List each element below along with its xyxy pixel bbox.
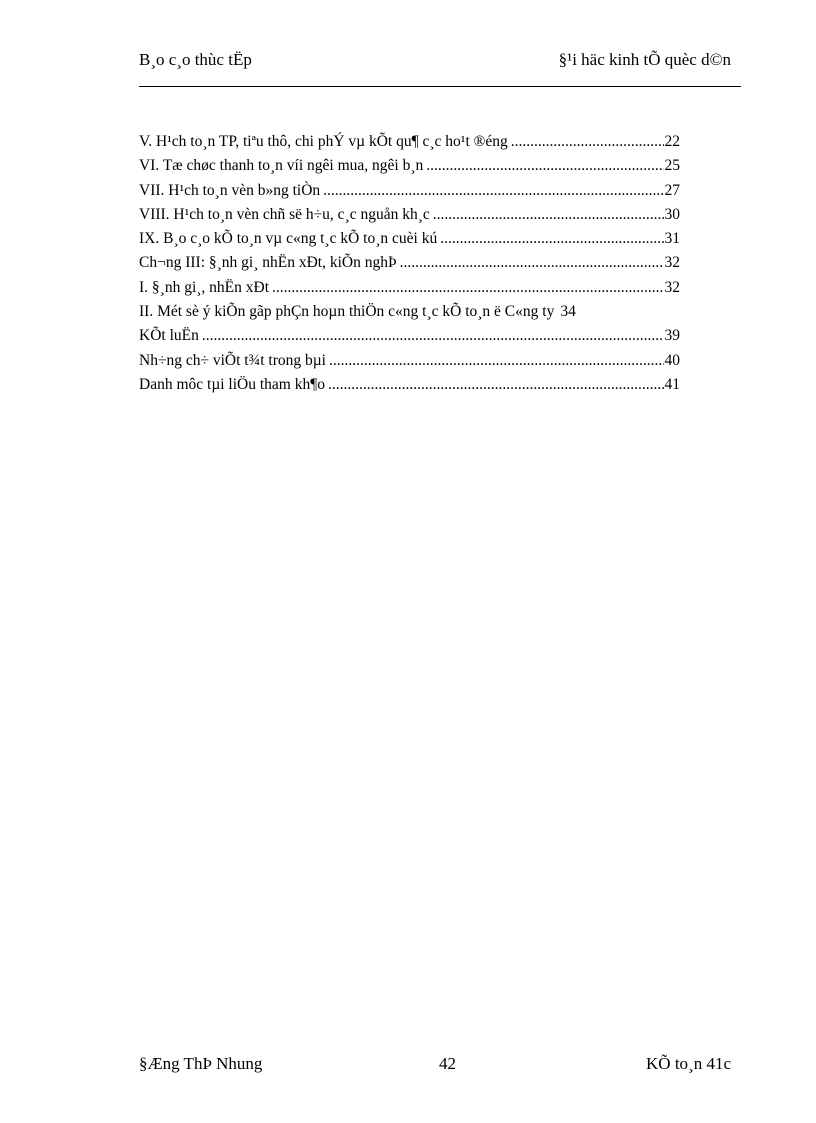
toc-leader-dots (433, 206, 664, 224)
footer-author: §Æng ThÞ Nhung (139, 1054, 263, 1073)
footer-class: KÕ to¸n 41c (646, 1054, 731, 1073)
toc-leader-dots (400, 254, 664, 272)
header-divider (139, 86, 741, 87)
header-report-title: B¸o c¸o thùc tËp (139, 50, 252, 69)
footer-page-number: 42 (439, 1054, 456, 1073)
header-university: §¹i häc kinh tÕ quèc d©n (558, 50, 731, 69)
toc-leader-dots (328, 376, 664, 394)
toc-entry-title: Nh÷ng ch÷ viÕt t¾t trong bµi (139, 351, 326, 369)
toc-leader-dots (272, 279, 663, 297)
toc-entry-page: 32 (664, 278, 680, 296)
toc-leader-dots (202, 327, 664, 345)
toc-entry-page: 41 (664, 375, 680, 393)
toc-entry (139, 133, 680, 157)
toc-entry (139, 206, 680, 230)
toc-entry-title: IX. B¸o c¸o kÕ to¸n vµ c«ng t¸c kÕ to¸n cuèi kú (139, 230, 438, 248)
table-of-contents (139, 133, 680, 400)
toc-entry (139, 157, 680, 181)
toc-entry (139, 182, 680, 206)
toc-entry-title: VIII. H¹ch to¸n vèn chñ së h÷u, c¸c nguån kh¸c (139, 205, 430, 223)
toc-entry (139, 279, 680, 303)
toc-entry (139, 352, 680, 376)
toc-leader-dots (323, 182, 663, 200)
toc-entry (139, 254, 680, 278)
toc-entry-title: Danh môc tµi liÖu tham kh¶o (139, 375, 325, 393)
toc-entry-page: 39 (664, 327, 680, 345)
toc-leader-dots (440, 230, 663, 248)
toc-entry-title: II. Mét sè ý kiÕn gãp phÇn hoµn thiÖn c«ng t¸c kÕ to¸n ë C«ng ty (139, 303, 555, 321)
toc-entry-title: VI. Tæ chøc thanh to¸n víi ngêi mua, ngêi b¸n (139, 157, 424, 175)
toc-entry-page: 30 (664, 205, 680, 223)
toc-entry-title: Ch¬ng III: §¸nh gi¸ nhËn xÐt, kiÕn nghÞ (139, 254, 397, 272)
toc-entry-page: 40 (664, 351, 680, 369)
page-header (139, 50, 741, 74)
toc-entry-page: 31 (664, 230, 680, 248)
toc-entry (139, 327, 680, 351)
toc-entry-title: I. §¸nh gi¸, nhËn xÐt (139, 278, 270, 296)
toc-entry-page: 22 (664, 133, 680, 150)
toc-entry-title: KÕt luËn (139, 327, 199, 345)
toc-entry (139, 376, 680, 400)
toc-entry (139, 303, 680, 327)
toc-entry (139, 230, 680, 254)
toc-leader-dots (511, 133, 664, 151)
toc-entry-page: 27 (664, 181, 680, 199)
toc-entry-page: 32 (664, 254, 680, 272)
toc-leader-dots (426, 157, 663, 175)
toc-leader-dots (329, 352, 664, 370)
toc-entry-title: VII. H¹ch to¸n vèn b»ng tiÒn (139, 181, 321, 199)
toc-entry-title: V. H¹ch to¸n TP, tiªu thô, chi phÝ vµ kÕt qu¶ c¸c ho¹t ®éng (139, 133, 508, 150)
toc-entry-page: 34 (560, 303, 576, 321)
toc-entry-page: 25 (664, 157, 680, 175)
page-footer (139, 1054, 741, 1078)
